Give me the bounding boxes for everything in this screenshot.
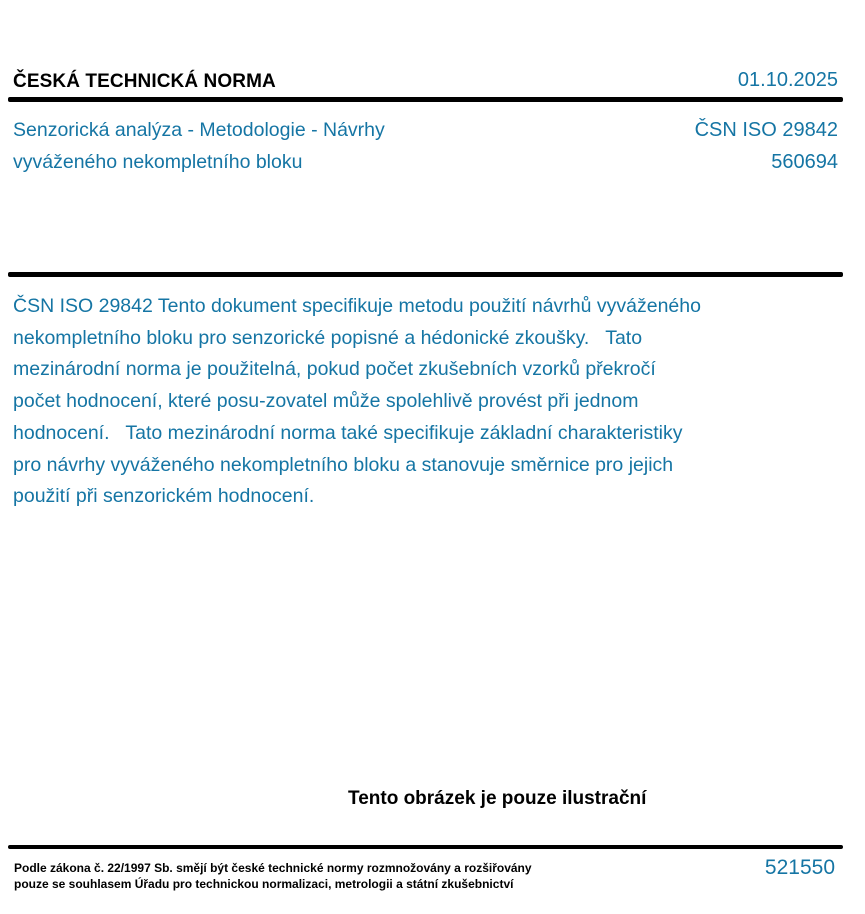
- abstract-line: počet hodnocení, které posu-zovatel může spolehlivě provést při jednom: [13, 390, 639, 413]
- standard-title: [13, 114, 385, 178]
- abstract-divider: [8, 272, 843, 277]
- standard-title-line-1: Senzorická analýza - Metodologie - Návrhy: [13, 119, 385, 141]
- standard-title-line-2: vyváženého nekompletního bloku: [13, 151, 303, 173]
- issue-date: 01.10.2025: [737, 69, 838, 91]
- class-number: 560694: [771, 151, 838, 173]
- abstract-line: mezinárodní norma je použitelná, pokud počet zkušebních vzorků překročí: [13, 358, 656, 381]
- legal-notice: [14, 860, 532, 892]
- abstract-line: ČSN ISO 29842 Tento dokument specifikuje metodu použití návrhů vyváženého: [13, 295, 701, 317]
- abstract-line: hodnocení. Tato mezinárodní norma také specifikuje základní charakteristiky: [13, 421, 683, 444]
- abstract-line: použití při senzorickém hodnocení.: [13, 485, 315, 508]
- abstract-line: pro návrhy vyváženého nekompletního bloku a stanovuje směrnice pro jejich: [13, 453, 674, 476]
- standard-identifiers: [695, 114, 838, 178]
- footer-divider: [8, 845, 843, 849]
- header-divider: [8, 97, 843, 102]
- standard-code: ČSN ISO 29842: [694, 119, 838, 141]
- page-title: ČESKÁ TECHNICKÁ NORMA: [13, 71, 276, 92]
- legal-notice-line-1: Podle zákona č. 22/1997 Sb. smějí být české technické normy rozmnožovány a rozšiřovány: [14, 861, 532, 875]
- abstract-line: nekompletního bloku pro senzorické popisné a hédonické zkoušky. Tato: [13, 326, 643, 349]
- abstract-text: [13, 291, 701, 513]
- order-number: 521550: [764, 856, 835, 879]
- illustration-note: Tento obrázek je pouze ilustrační: [348, 788, 647, 809]
- legal-notice-line-2: pouze se souhlasem Úřadu pro technickou normalizaci, metrologii a státní zkušebnictví: [14, 877, 514, 891]
